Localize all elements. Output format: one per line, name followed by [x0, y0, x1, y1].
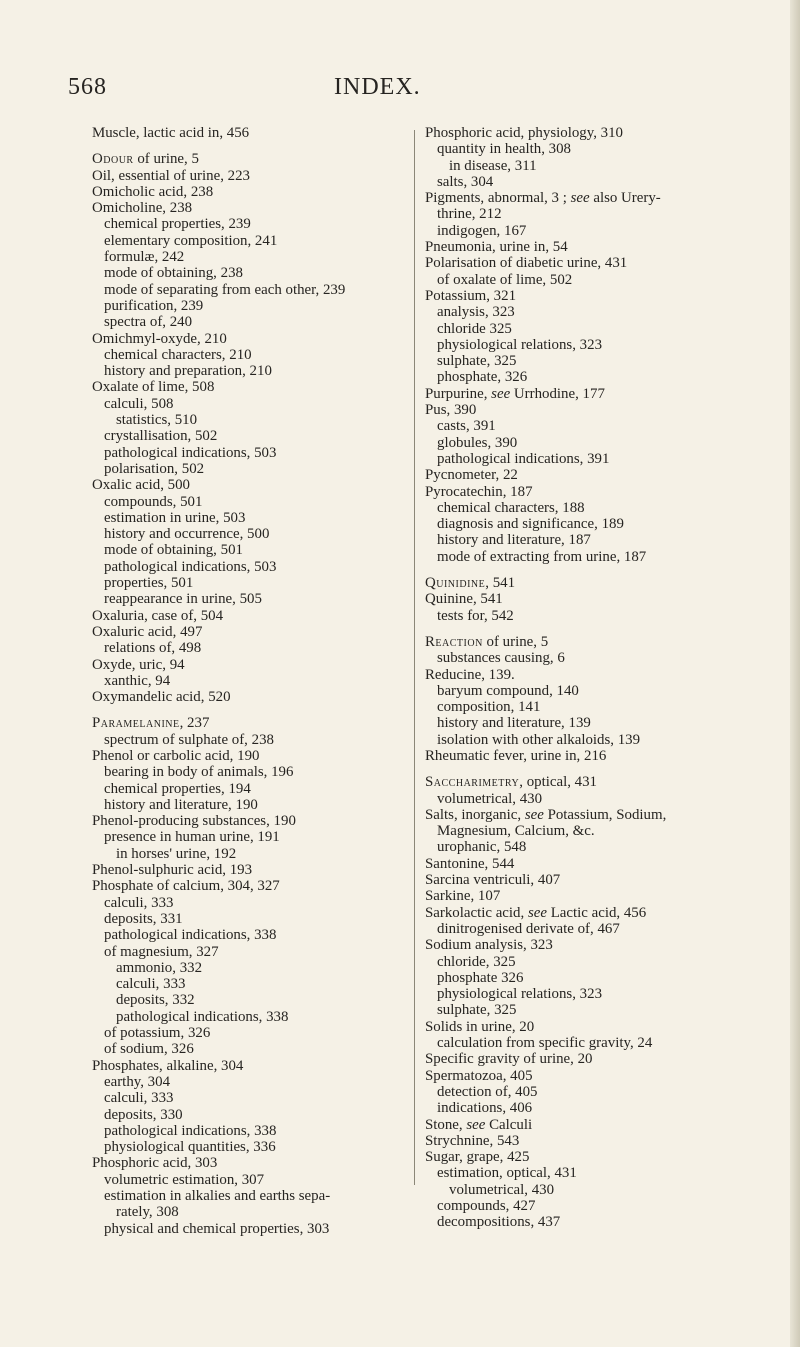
index-heading: [425, 905, 785, 921]
index-heading: Sodium analysis, 323: [425, 937, 553, 954]
index-heading: Oxymandelic acid, 520: [92, 689, 231, 706]
index-subentry: pathological indications, 338: [104, 927, 277, 944]
index-subentry: phosphate, 326: [437, 369, 528, 386]
index-subentry: elementary composition, 241: [104, 232, 278, 249]
index-text: also Urery-: [589, 190, 661, 207]
index-heading: Oxalic acid, 500: [92, 477, 190, 494]
index-text: Urrhodine, 177: [510, 385, 605, 402]
index-heading: Sarkine, 107: [425, 888, 501, 905]
index-heading: Muscle, lactic acid in, 456: [92, 125, 250, 141]
index-subentry: baryum compound, 140: [437, 682, 579, 699]
index-subentry: properties, 501: [104, 575, 194, 592]
index-subentry: deposits, 331: [104, 910, 183, 927]
index-heading: Quinine, 541: [425, 591, 503, 608]
index-text: , 541: [485, 575, 516, 592]
index-text: Pigments, abnormal, 3 ;: [425, 190, 571, 207]
index-heading: Omicholine, 238: [92, 200, 193, 217]
index-heading: Oil, essential of urine, 223: [92, 167, 250, 184]
index-heading: Pycnometer, 22: [425, 467, 518, 484]
index-subentry: history and literature, 187: [437, 532, 591, 549]
index-subentry: mode of extracting from urine, 187: [437, 548, 647, 565]
index-subentry: compounds, 501: [104, 493, 203, 510]
index-subentry: sulphate, 325: [437, 353, 517, 370]
index-subentry: deposits, 332: [116, 992, 195, 1009]
index-subentry: of magnesium, 327: [104, 943, 219, 960]
index-subentry: estimation in urine, 503: [104, 509, 246, 526]
index-subentry: quantity in health, 308: [437, 141, 571, 158]
index-subentry: indigogen, 167: [437, 222, 527, 239]
index-subentry: sulphate, 325: [437, 1002, 517, 1019]
index-subentry: estimation, optical, 431: [437, 1165, 577, 1182]
index-subentry: decompositions, 437: [437, 1214, 561, 1231]
index-text: Calculi: [485, 1116, 533, 1133]
index-subentry: spectrum of sulphate of, 238: [104, 731, 274, 748]
index-column-right: [425, 125, 785, 1231]
index-subentry: pathological indications, 503: [104, 444, 277, 461]
index-subentry: crystallisation, 502: [104, 428, 218, 445]
index-subentry: analysis, 323: [437, 304, 515, 321]
index-subentry: bearing in body of animals, 196: [104, 764, 294, 781]
index-heading: Phenol-producing substances, 190: [92, 813, 296, 830]
index-text: of urine, 5: [482, 633, 549, 650]
page-header: [0, 74, 800, 104]
index-subentry: composition, 141: [437, 699, 541, 716]
index-text: Stone,: [425, 1116, 467, 1133]
column-divider: [414, 130, 415, 1185]
index-subentry: Magnesium, Calcium, &c.: [437, 823, 595, 840]
index-heading: Phenol-sulphuric acid, 193: [92, 862, 253, 879]
index-subentry: casts, 391: [437, 418, 496, 435]
index-text: Salts, inorganic,: [425, 806, 525, 823]
index-subentry: spectra of, 240: [104, 314, 193, 331]
index-subentry: chemical characters, 210: [104, 346, 252, 363]
index-text: Purpurine,: [425, 385, 492, 402]
index-subentry: history and literature, 190: [104, 796, 258, 813]
index-subentry: volumetric estimation, 307: [104, 1171, 265, 1188]
index-subentry: phosphate 326: [437, 969, 524, 986]
index-heading: Phosphoric acid, physiology, 310: [425, 125, 623, 141]
index-heading: Specific gravity of urine, 20: [425, 1051, 593, 1068]
index-subentry: pathological indications, 338: [116, 1008, 289, 1025]
index-subentry: calculi, 333: [104, 894, 174, 911]
index-subentry: deposits, 330: [104, 1106, 183, 1123]
index-heading: Omichmyl-oxyde, 210: [92, 330, 227, 347]
index-subentry: relations of, 498: [104, 640, 202, 657]
see-reference: see: [524, 806, 544, 823]
index-heading: Sarcina ventriculi, 407: [425, 872, 561, 889]
index-heading: Solids in urine, 20: [425, 1018, 535, 1035]
index-subentry: pathological indications, 391: [437, 450, 610, 467]
index-heading: [425, 774, 785, 790]
index-subentry: chloride, 325: [437, 953, 516, 970]
index-text: , 237: [179, 715, 210, 732]
index-term-smallcaps: Odour: [92, 151, 134, 168]
see-reference: see: [570, 190, 590, 207]
index-term-smallcaps: Reaction: [425, 633, 483, 650]
index-heading: Phenol or carbolic acid, 190: [92, 747, 260, 764]
index-subentry: urophanic, 548: [437, 839, 527, 856]
index-subentry: earthy, 304: [104, 1073, 171, 1090]
index-text: , optical, 431: [519, 774, 597, 791]
page-edge-shadow: [790, 0, 800, 1347]
index-heading: [425, 807, 785, 823]
index-heading: Phosphate of calcium, 304, 327: [92, 878, 280, 895]
index-subentry: purification, 239: [104, 297, 204, 314]
index-subentry: physiological quantities, 336: [104, 1139, 276, 1156]
index-heading: [425, 190, 785, 206]
index-subentry: chloride 325: [437, 320, 512, 337]
index-subentry: compounds, 427: [437, 1198, 536, 1214]
index-heading: Pyrocatechin, 187: [425, 483, 533, 500]
index-heading: Potassium, 321: [425, 287, 517, 304]
index-heading: [425, 634, 785, 650]
index-subentry: chemical properties, 194: [104, 780, 251, 797]
index-heading: Rheumatic fever, urine in, 216: [425, 747, 607, 764]
index-subentry: statistics, 510: [116, 412, 198, 429]
index-heading: Spermatozoa, 405: [425, 1067, 533, 1084]
index-subentry: history and occurrence, 500: [104, 526, 270, 543]
index-subentry: chemical properties, 239: [104, 216, 251, 233]
index-subentry: calculation from specific gravity, 24: [437, 1035, 653, 1052]
index-subentry: of potassium, 326: [104, 1025, 211, 1042]
index-subentry: calculi, 333: [104, 1090, 174, 1107]
index-subentry: of oxalate of lime, 502: [437, 271, 573, 288]
index-subentry: rately, 308: [116, 1204, 179, 1221]
index-heading: [425, 575, 785, 591]
index-subentry: reappearance in urine, 505: [104, 591, 262, 608]
index-heading: Omicholic acid, 238: [92, 183, 214, 200]
index-term-smallcaps: Quinidine: [425, 575, 486, 592]
index-heading: Phosphates, alkaline, 304: [92, 1057, 244, 1074]
page-title: INDEX.: [334, 74, 421, 100]
index-subentry: ammonio, 332: [116, 959, 203, 976]
see-reference: see: [466, 1116, 486, 1133]
index-heading: Oxalate of lime, 508: [92, 379, 215, 396]
index-subentry: physiological relations, 323: [437, 336, 603, 353]
index-heading: Sugar, grape, 425: [425, 1149, 530, 1166]
index-heading: Polarisation of diabetic urine, 431: [425, 255, 628, 272]
index-subentry: of sodium, 326: [104, 1041, 194, 1058]
index-subentry: xanthic, 94: [104, 672, 171, 689]
index-subentry: history and preparation, 210: [104, 363, 272, 380]
index-subentry: globules, 390: [437, 434, 518, 451]
index-heading: Phosphoric acid, 303: [92, 1155, 218, 1172]
index-subentry: volumetrical, 430: [437, 790, 543, 807]
see-reference: see: [491, 385, 511, 402]
index-subentry: physiological relations, 323: [437, 986, 603, 1003]
index-heading: Santonine, 544: [425, 855, 515, 872]
index-text: Lactic acid, 456: [546, 904, 647, 921]
index-subentry: calculi, 333: [116, 976, 186, 993]
index-subentry: formulæ, 242: [104, 249, 185, 266]
index-subentry: chemical characters, 188: [437, 499, 585, 516]
index-heading: Oxaluria, case of, 504: [92, 607, 224, 624]
index-subentry: in disease, 311: [449, 157, 537, 174]
index-subentry: mode of obtaining, 501: [104, 542, 243, 559]
index-subentry: history and literature, 139: [437, 715, 591, 732]
index-subentry: mode of obtaining, 238: [104, 265, 243, 282]
index-heading: Strychnine, 543: [425, 1132, 520, 1149]
index-subentry: dinitrogenised derivate of, 467: [437, 920, 620, 937]
see-reference: see: [527, 904, 547, 921]
index-subentry: substances causing, 6: [437, 650, 565, 667]
index-subentry: mode of separating from each other, 239: [104, 281, 346, 298]
index-subentry: pathological indications, 338: [104, 1122, 277, 1139]
index-subentry: indications, 406: [437, 1100, 533, 1117]
index-subentry: volumetrical, 430: [449, 1181, 555, 1198]
index-subentry: calculi, 508: [104, 395, 174, 412]
page-number: 568: [68, 74, 107, 100]
index-subentry: tests for, 542: [437, 607, 514, 624]
index-heading: Reducine, 139.: [425, 666, 515, 683]
index-heading: Oxaluric acid, 497: [92, 623, 203, 640]
index-subentry: in horses' urine, 192: [116, 845, 237, 862]
index-text: of urine, 5: [133, 151, 199, 168]
index-heading: Oxyde, uric, 94: [92, 656, 185, 673]
index-subentry: detection of, 405: [437, 1083, 538, 1100]
index-heading: Pneumonia, urine in, 54: [425, 239, 568, 256]
index-heading: [425, 1117, 785, 1133]
index-subentry: polarisation, 502: [104, 460, 205, 477]
index-term-smallcaps: Paramelanine: [92, 715, 180, 732]
index-heading: [425, 386, 785, 402]
index-subentry: thrine, 212: [437, 206, 502, 223]
index-heading: [92, 151, 447, 167]
index-subentry: presence in human urine, 191: [104, 829, 280, 846]
index-term-smallcaps: Saccharimetry: [425, 774, 520, 791]
index-column-left: [92, 125, 447, 1237]
index-text: Potassium, Sodium,: [543, 806, 667, 823]
index-heading: [92, 715, 447, 731]
index-subentry: isolation with other alkaloids, 139: [437, 731, 641, 748]
index-heading: Pus, 390: [425, 402, 477, 419]
index-subentry: physical and chemical properties, 303: [104, 1220, 330, 1237]
index-subentry: salts, 304: [437, 173, 494, 190]
index-subentry: estimation in alkalies and earths sepa-: [104, 1188, 331, 1204]
index-subentry: diagnosis and significance, 189: [437, 516, 624, 533]
index-text: Sarkolactic acid,: [425, 904, 528, 921]
index-subentry: pathological indications, 503: [104, 558, 277, 575]
